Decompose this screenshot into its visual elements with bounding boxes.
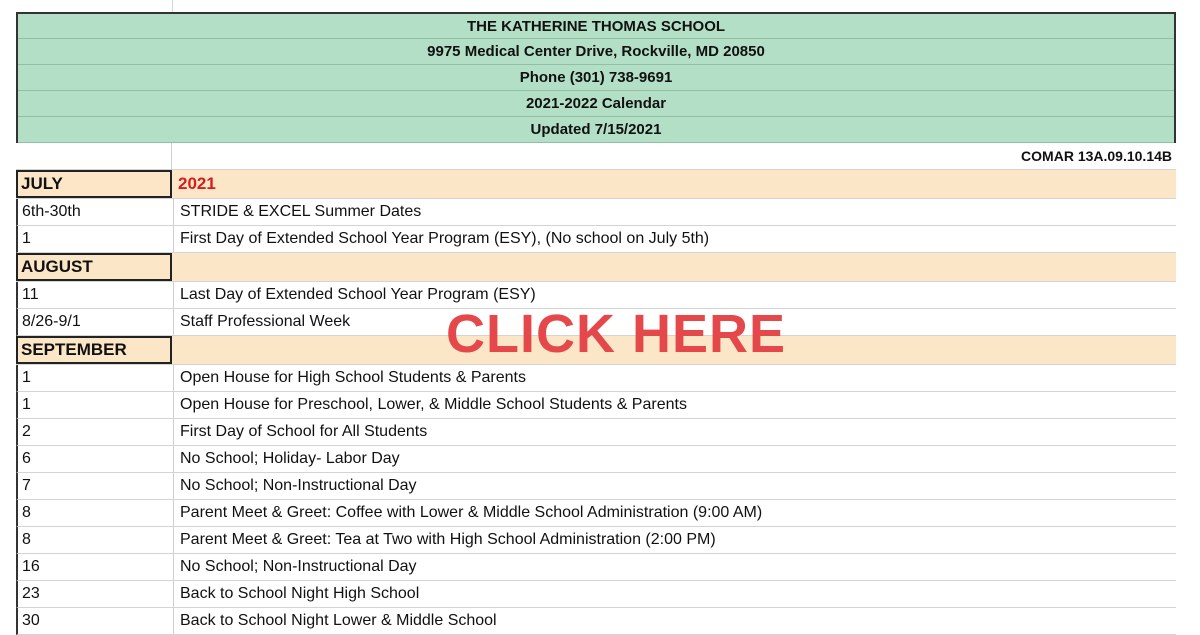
month-row-august bbox=[16, 253, 1176, 282]
event-date: 1 bbox=[18, 226, 174, 252]
event-description: Last Day of Extended School Year Program (ESY) bbox=[180, 286, 536, 303]
event-description: Back to School Night Lower & Middle School bbox=[180, 612, 497, 629]
event-description: Staff Professional Week bbox=[180, 313, 351, 330]
calendar-header bbox=[16, 12, 1176, 143]
month-label: AUGUST bbox=[16, 253, 172, 281]
event-date: 7 bbox=[18, 473, 174, 499]
event-date: 2 bbox=[18, 419, 174, 445]
updated-date: Updated 7/15/2021 bbox=[18, 117, 1174, 143]
table-row bbox=[16, 500, 1176, 527]
event-date: 8 bbox=[18, 527, 174, 553]
comar-label: COMAR 13A.09.10.14B bbox=[1021, 148, 1172, 164]
event-date: 6th-30th bbox=[18, 199, 174, 225]
table-row bbox=[16, 554, 1176, 581]
month-label: SEPTEMBER bbox=[16, 336, 172, 364]
event-description: Open House for High School Students & Parents bbox=[180, 369, 526, 386]
table-row bbox=[16, 392, 1176, 419]
event-date: 30 bbox=[18, 608, 174, 634]
table-row bbox=[16, 473, 1176, 500]
event-description: No School; Non-Instructional Day bbox=[180, 477, 417, 494]
comar-row bbox=[16, 143, 1176, 170]
event-date: 8 bbox=[18, 500, 174, 526]
event-description: First Day of School for All Students bbox=[180, 423, 428, 440]
event-description: No School; Holiday- Labor Day bbox=[180, 450, 400, 467]
event-date: 1 bbox=[18, 392, 174, 418]
table-row bbox=[16, 199, 1176, 226]
event-date: 1 bbox=[18, 365, 174, 391]
event-date: 6 bbox=[18, 446, 174, 472]
click-here-link[interactable]: CLICK HERE bbox=[446, 304, 787, 364]
event-date: 11 bbox=[18, 282, 174, 308]
school-name: THE KATHERINE THOMAS SCHOOL bbox=[18, 12, 1174, 39]
table-row bbox=[16, 581, 1176, 608]
table-row bbox=[16, 419, 1176, 446]
month-label: JULY bbox=[16, 170, 172, 198]
event-date: 8/26-9/1 bbox=[18, 309, 174, 335]
event-date: 23 bbox=[18, 581, 174, 607]
calendar-title: 2021-2022 Calendar bbox=[18, 91, 1174, 117]
event-description: Open House for Preschool, Lower, & Middle School Students & Parents bbox=[180, 396, 687, 413]
school-phone: Phone (301) 738-9691 bbox=[18, 65, 1174, 91]
table-row bbox=[16, 226, 1176, 253]
event-description: No School; Non-Instructional Day bbox=[180, 558, 417, 575]
table-row bbox=[16, 608, 1176, 635]
school-address: 9975 Medical Center Drive, Rockville, MD 20850 bbox=[18, 39, 1174, 65]
month-row-july bbox=[16, 170, 1176, 199]
event-description: First Day of Extended School Year Program (ESY), (No school on July 5th) bbox=[180, 230, 710, 247]
year-label: 2021 bbox=[178, 174, 216, 193]
table-row bbox=[16, 527, 1176, 554]
grid-line bbox=[172, 0, 173, 12]
event-description: Parent Meet & Greet: Tea at Two with High School Administration (2:00 PM) bbox=[180, 531, 716, 548]
table-row bbox=[16, 446, 1176, 473]
event-description: STRIDE & EXCEL Summer Dates bbox=[180, 203, 422, 220]
event-description: Back to School Night High School bbox=[180, 585, 420, 602]
event-date: 16 bbox=[18, 554, 174, 580]
event-description: Parent Meet & Greet: Coffee with Lower & Middle School Administration (9:00 AM) bbox=[180, 504, 763, 521]
table-row bbox=[16, 365, 1176, 392]
